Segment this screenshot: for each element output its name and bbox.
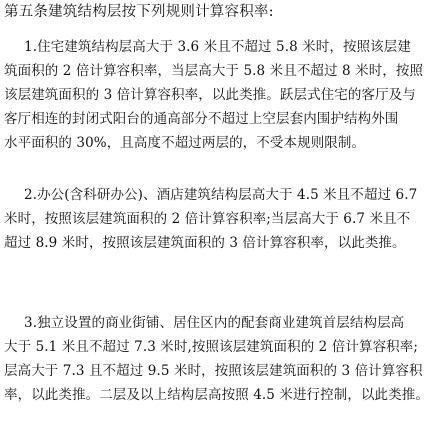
paragraph-line: 3.独立设置的商业街铺、居住区内的配套商业建筑首层结构层高 [24,315,405,331]
paragraph-line: 筑面积的 2 倍计算容积率，当层高大于 5.8 米且不超过 8 米时，按照 [4,63,424,79]
paragraph-line: 超过 8.9 米时，按照该层建筑面积的 3 倍计算容积率，以此类推。 [4,235,406,251]
paragraph-line: 层高大于 7.3 且不超过 9.5 米时，按照该层建筑面积的 3 倍计算容积 [4,363,423,379]
paragraph-line: 1.住宅建筑结构层高大于 3.6 米且不超过 5.8 米时，按照该层建 [24,39,411,55]
paragraph-line: 客厅相连的封闭式阳台的通高部分不超过上空层套内围护结构外围 [4,111,399,127]
paragraph-line: 该层建筑面积的 3 倍计算容积率，以此类推。跃层式住宅的客厅及与 [4,87,416,103]
paragraph-line: 大于 5.1 米且不超过 7.3 米时,按照该层建筑面积的 2 倍计算容积率; [4,339,419,355]
paragraph-line: 率，以此类推。二层及以上结构层高按照 4.5 米进行控制，以此类推。 [4,387,429,403]
paragraph-line: 米时，按照该层建筑面积的 2 倍计算容积率;当层高大于 6.7 米且不 [4,211,411,227]
paragraph-line: 水平面积的 30%，且高度不超过两层的，不受本规则限制。 [4,135,366,151]
article-heading: 第五条建筑结构层按下列规则计算容积率: [4,4,274,20]
paragraph-line: 2.办公(含科研办公)、酒店建筑结构层高大于 4.5 米且不超过 6.7 [24,187,418,203]
